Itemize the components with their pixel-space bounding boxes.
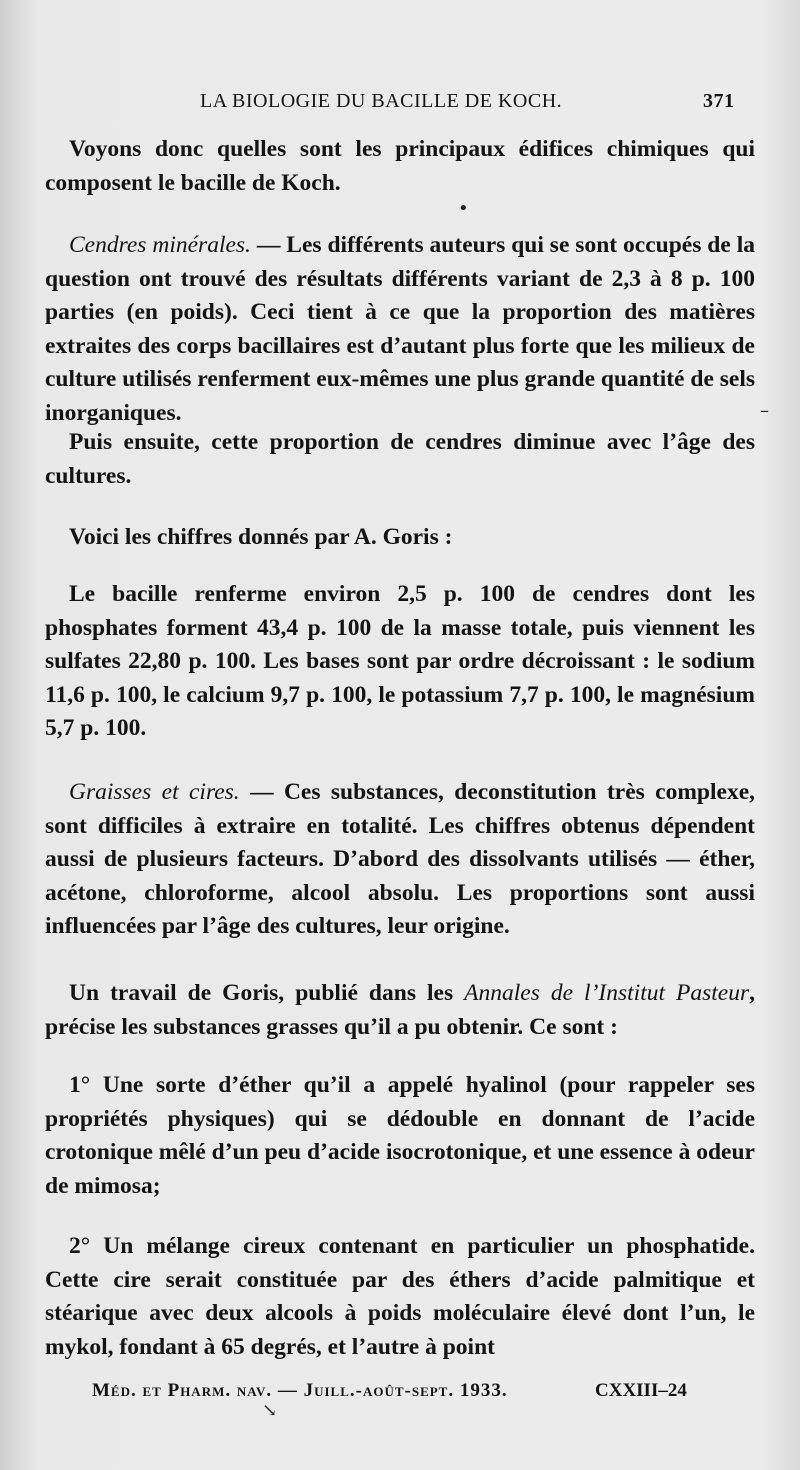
paragraph-text: Voici les chiffres donnés par A. Goris : (69, 524, 453, 550)
paragraph-text: 2° Un mélange cireux contenant en particulier un phosphatide. Cette cire serait constituée par des éthers d’acide palmitique et stéarique avec deux alcools à poids moléculaire élevé dont l’un, le mykol, fondant à 65 degrés, et l’autre à point (45, 1233, 755, 1360)
section-lead-graisses: Graisses et cires. (69, 779, 240, 805)
paragraph-text: Un travail de Goris, publié dans les (69, 980, 465, 1006)
paragraph-travail (45, 977, 755, 1044)
page-footer (0, 1380, 800, 1410)
page-number: 371 (703, 90, 735, 112)
scan-dash: – (760, 400, 769, 421)
paragraph-text: , précise les substances grasses qu’il a pu obtenir. Ce sont : (45, 980, 756, 1040)
scan-mark: ↘ (262, 1400, 278, 1421)
paragraph-text: Le bacille renferme environ 2,5 p. 100 de cendres dont les phosphates forment 43,4 p. 100 de la masse totale, puis viennent les sulfates 22,80 p. 100. Les bases sont par ordre décroissant : le sodium 11,6 p. 100, le calcium 9,7 p. 100, le potassium 7,7 p. 100, le magnésium 5,7 p. 100. (45, 581, 755, 742)
paragraph-figures (45, 578, 755, 746)
paragraph-text: 1° Une sorte d’éther qu’il a appelé hyalinol (pour rappeler ses propriétés physiques) qui se dédouble en donnant de l’acide crotonique mêlé d’un peu d’acide isocrotonique, et une essence à odeur de mimosa; (45, 1072, 755, 1199)
scan-speck: • (458, 198, 469, 219)
paragraph-graisses (45, 776, 755, 944)
running-header (0, 90, 800, 118)
footer-signature: CXXIII–24 (595, 1380, 687, 1401)
journal-title: Annales de l’Institut Pasteur (464, 980, 750, 1006)
list-item-2 (45, 1230, 755, 1364)
paragraph-text: — Les différents auteurs qui se sont occupés de la question ont trouvé des résultats différents variant de 2,3 à 8 p. 100 parties (en poids). Ceci tient à ce que la proportion des matières extraites des corps bacillaires est d’autant plus forte que les milieux de culture utilisés renferment eux-mêmes une plus grande quantité de sels inorganiques. (45, 232, 755, 426)
paragraph-intro (45, 133, 755, 200)
running-title: LA BIOLOGIE DU BACILLE DE KOCH. (200, 90, 563, 112)
paragraph-text: Voyons donc quelles sont les principaux édifices chimiques qui composent le bacille de Koch. (45, 136, 755, 196)
paragraph-age (45, 426, 755, 493)
footer-source: Méd. et Pharm. nav. — Juill.-août-sept. 1933. (92, 1380, 508, 1401)
section-lead-cendres: Cendres minérales. (69, 232, 251, 258)
paragraph-cendres (45, 229, 755, 431)
paragraph-text: Puis ensuite, cette proportion de cendres diminue avec l’âge des cultures. (45, 429, 755, 489)
list-item-1 (45, 1069, 755, 1203)
paragraph-text: — Ces substances, deconstitution très complexe, sont difficiles à extraire en totalité. Les chiffres obtenus dépendent aussi de plusieurs facteurs. D’abord des dissolvants utilisés — éther, acétone, chloroforme, alcool absolu. Les proportions sont aussi influencées par l’âge des cultures, leur origine. (45, 779, 756, 940)
paragraph-goris-intro (45, 521, 755, 555)
